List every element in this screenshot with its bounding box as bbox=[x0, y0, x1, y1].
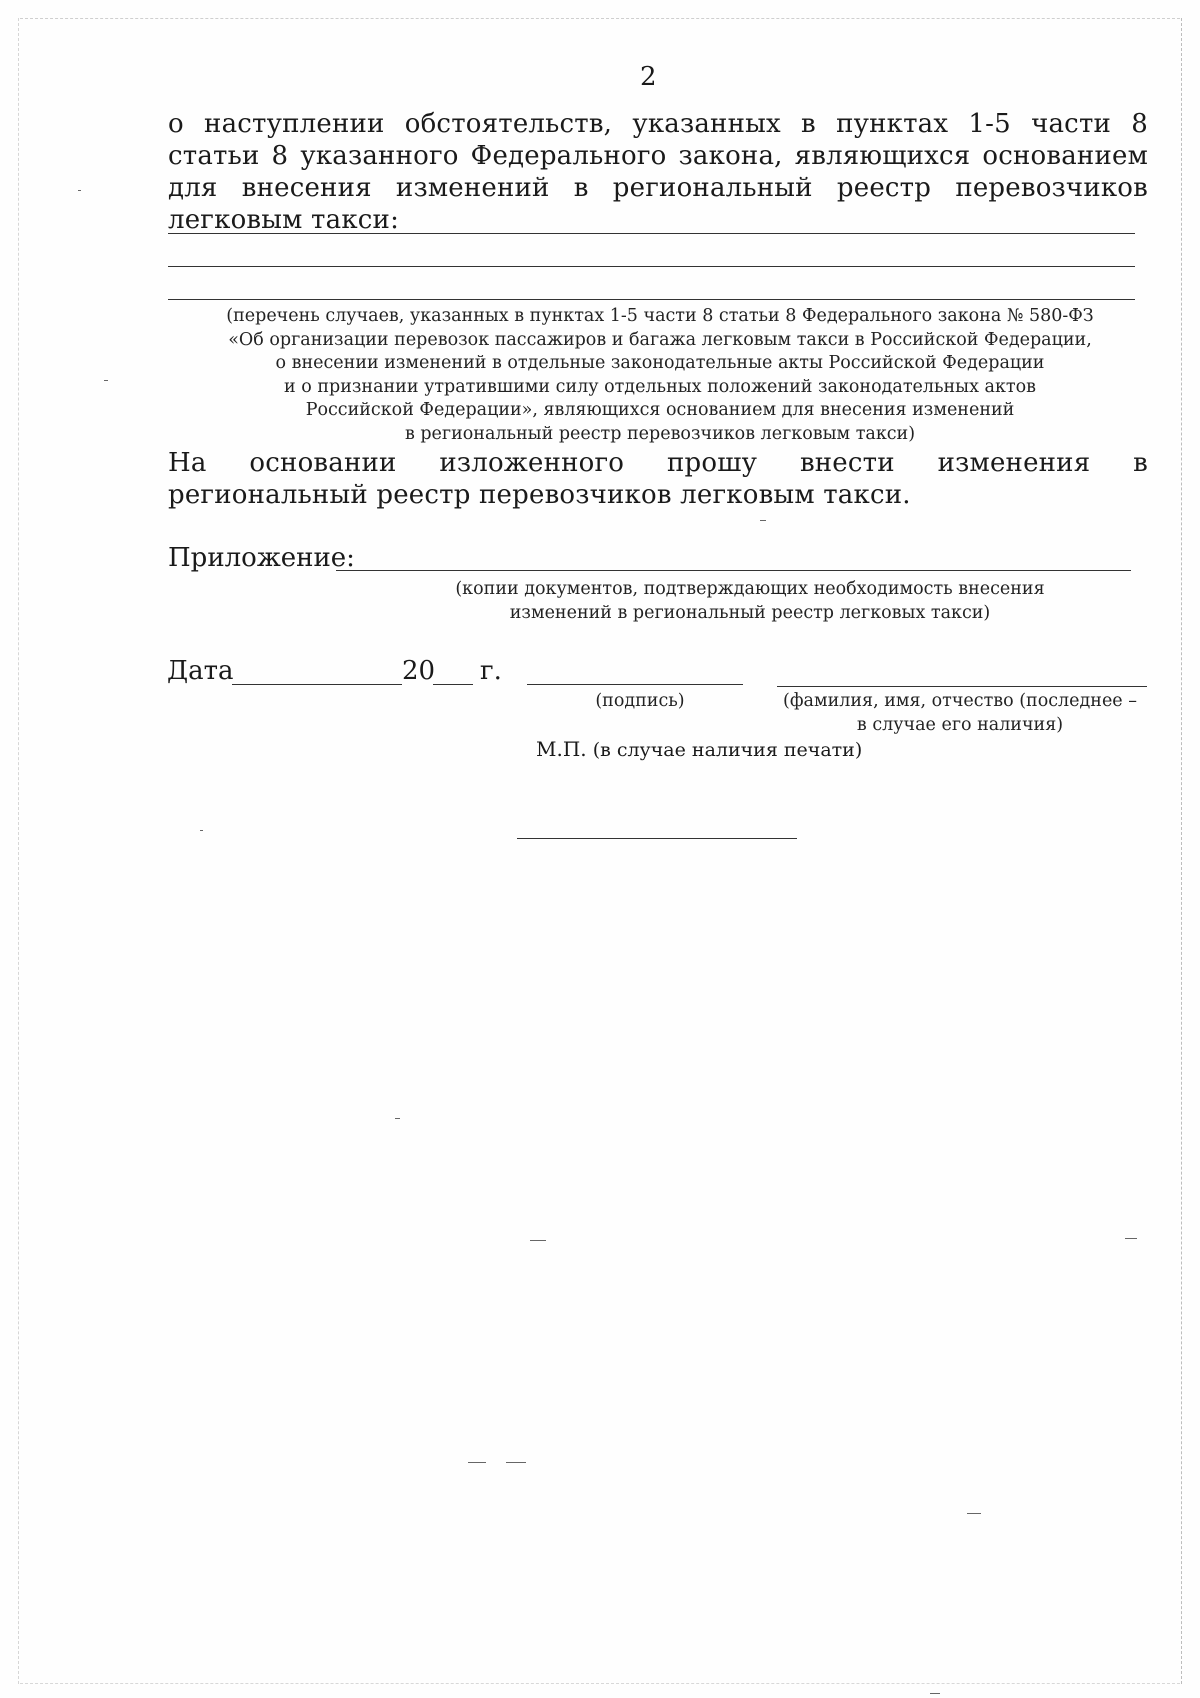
paragraph-request: На основании изложенного прошу внести изменения в региональный реестр перевозчиков легковым такси. bbox=[168, 448, 1148, 510]
scan-speck bbox=[78, 190, 81, 191]
scan-speck bbox=[760, 520, 766, 521]
year-line[interactable] bbox=[433, 684, 473, 685]
closing-line bbox=[517, 838, 797, 839]
caption-line: (фамилия, имя, отчество (последнее – bbox=[783, 691, 1137, 711]
date-line[interactable] bbox=[232, 684, 402, 685]
blank-line-3[interactable] bbox=[168, 299, 1135, 300]
attachment-label: Приложение: bbox=[168, 543, 355, 573]
scan-frame-right bbox=[1181, 18, 1182, 1684]
caption-line: в случае его наличия) bbox=[856, 714, 1064, 735]
page-number: 2 bbox=[640, 62, 657, 92]
attachment-line[interactable] bbox=[336, 570, 1131, 571]
scan-speck bbox=[468, 1462, 486, 1463]
caption-line: (копии документов, подтверждающих необходимость внесения bbox=[455, 579, 1045, 599]
scan-speck bbox=[506, 1462, 526, 1463]
scan-frame-top bbox=[20, 18, 1180, 19]
attachment-caption bbox=[440, 578, 1060, 625]
caption-list-of-cases bbox=[200, 305, 1120, 446]
caption-line: о внесении изменений в отдельные законодательные акты Российской Федерации bbox=[275, 353, 1045, 373]
year-suffix: г. bbox=[480, 656, 502, 686]
full-name-line[interactable] bbox=[777, 686, 1147, 687]
scan-speck bbox=[104, 380, 108, 381]
scan-speck bbox=[200, 830, 203, 831]
stamp-label: М.П. bbox=[536, 737, 587, 761]
caption-line: в региональный реестр перевозчиков легковым такси) bbox=[404, 423, 916, 444]
caption-line: изменений в региональный реестр легковых такси) bbox=[509, 602, 991, 623]
scan-speck bbox=[395, 1118, 400, 1119]
scan-speck bbox=[530, 1240, 546, 1241]
year-prefix: 20 bbox=[402, 656, 436, 686]
scan-frame-bottom bbox=[20, 1683, 1180, 1684]
caption-line: (перечень случаев, указанных в пунктах 1-5 части 8 статьи 8 Федерального закона № 580-ФЗ bbox=[226, 306, 1094, 326]
blank-line-2[interactable] bbox=[168, 266, 1135, 267]
scan-speck bbox=[1125, 1238, 1137, 1239]
full-name-caption bbox=[780, 690, 1140, 737]
stamp-placeholder bbox=[536, 737, 862, 761]
caption-line: «Об организации перевозок пассажиров и багажа легковым такси в Российской Федерации, bbox=[228, 329, 1092, 350]
signature-caption: (подпись) bbox=[595, 691, 685, 711]
stamp-note: (в случае наличия печати) bbox=[592, 739, 863, 761]
scan-speck bbox=[967, 1513, 981, 1514]
caption-line: Российской Федерации», являющихся основанием для внесения изменений bbox=[305, 400, 1015, 420]
caption-line: и о признании утратившими силу отдельных положений законодательных актов bbox=[284, 376, 1036, 397]
paragraph-circumstances: о наступлении обстоятельств, указанных в пунктах 1-5 части 8 статьи 8 указанного Федерального закона, являющихся основанием для внесения изменений в региональный реестр перевозчиков легковым такси: bbox=[168, 109, 1148, 235]
blank-line-1[interactable] bbox=[168, 233, 1135, 234]
scan-frame-left bbox=[18, 18, 19, 1684]
signature-line[interactable] bbox=[527, 684, 743, 685]
scan-speck bbox=[930, 1693, 940, 1694]
date-label: Дата bbox=[167, 656, 234, 686]
